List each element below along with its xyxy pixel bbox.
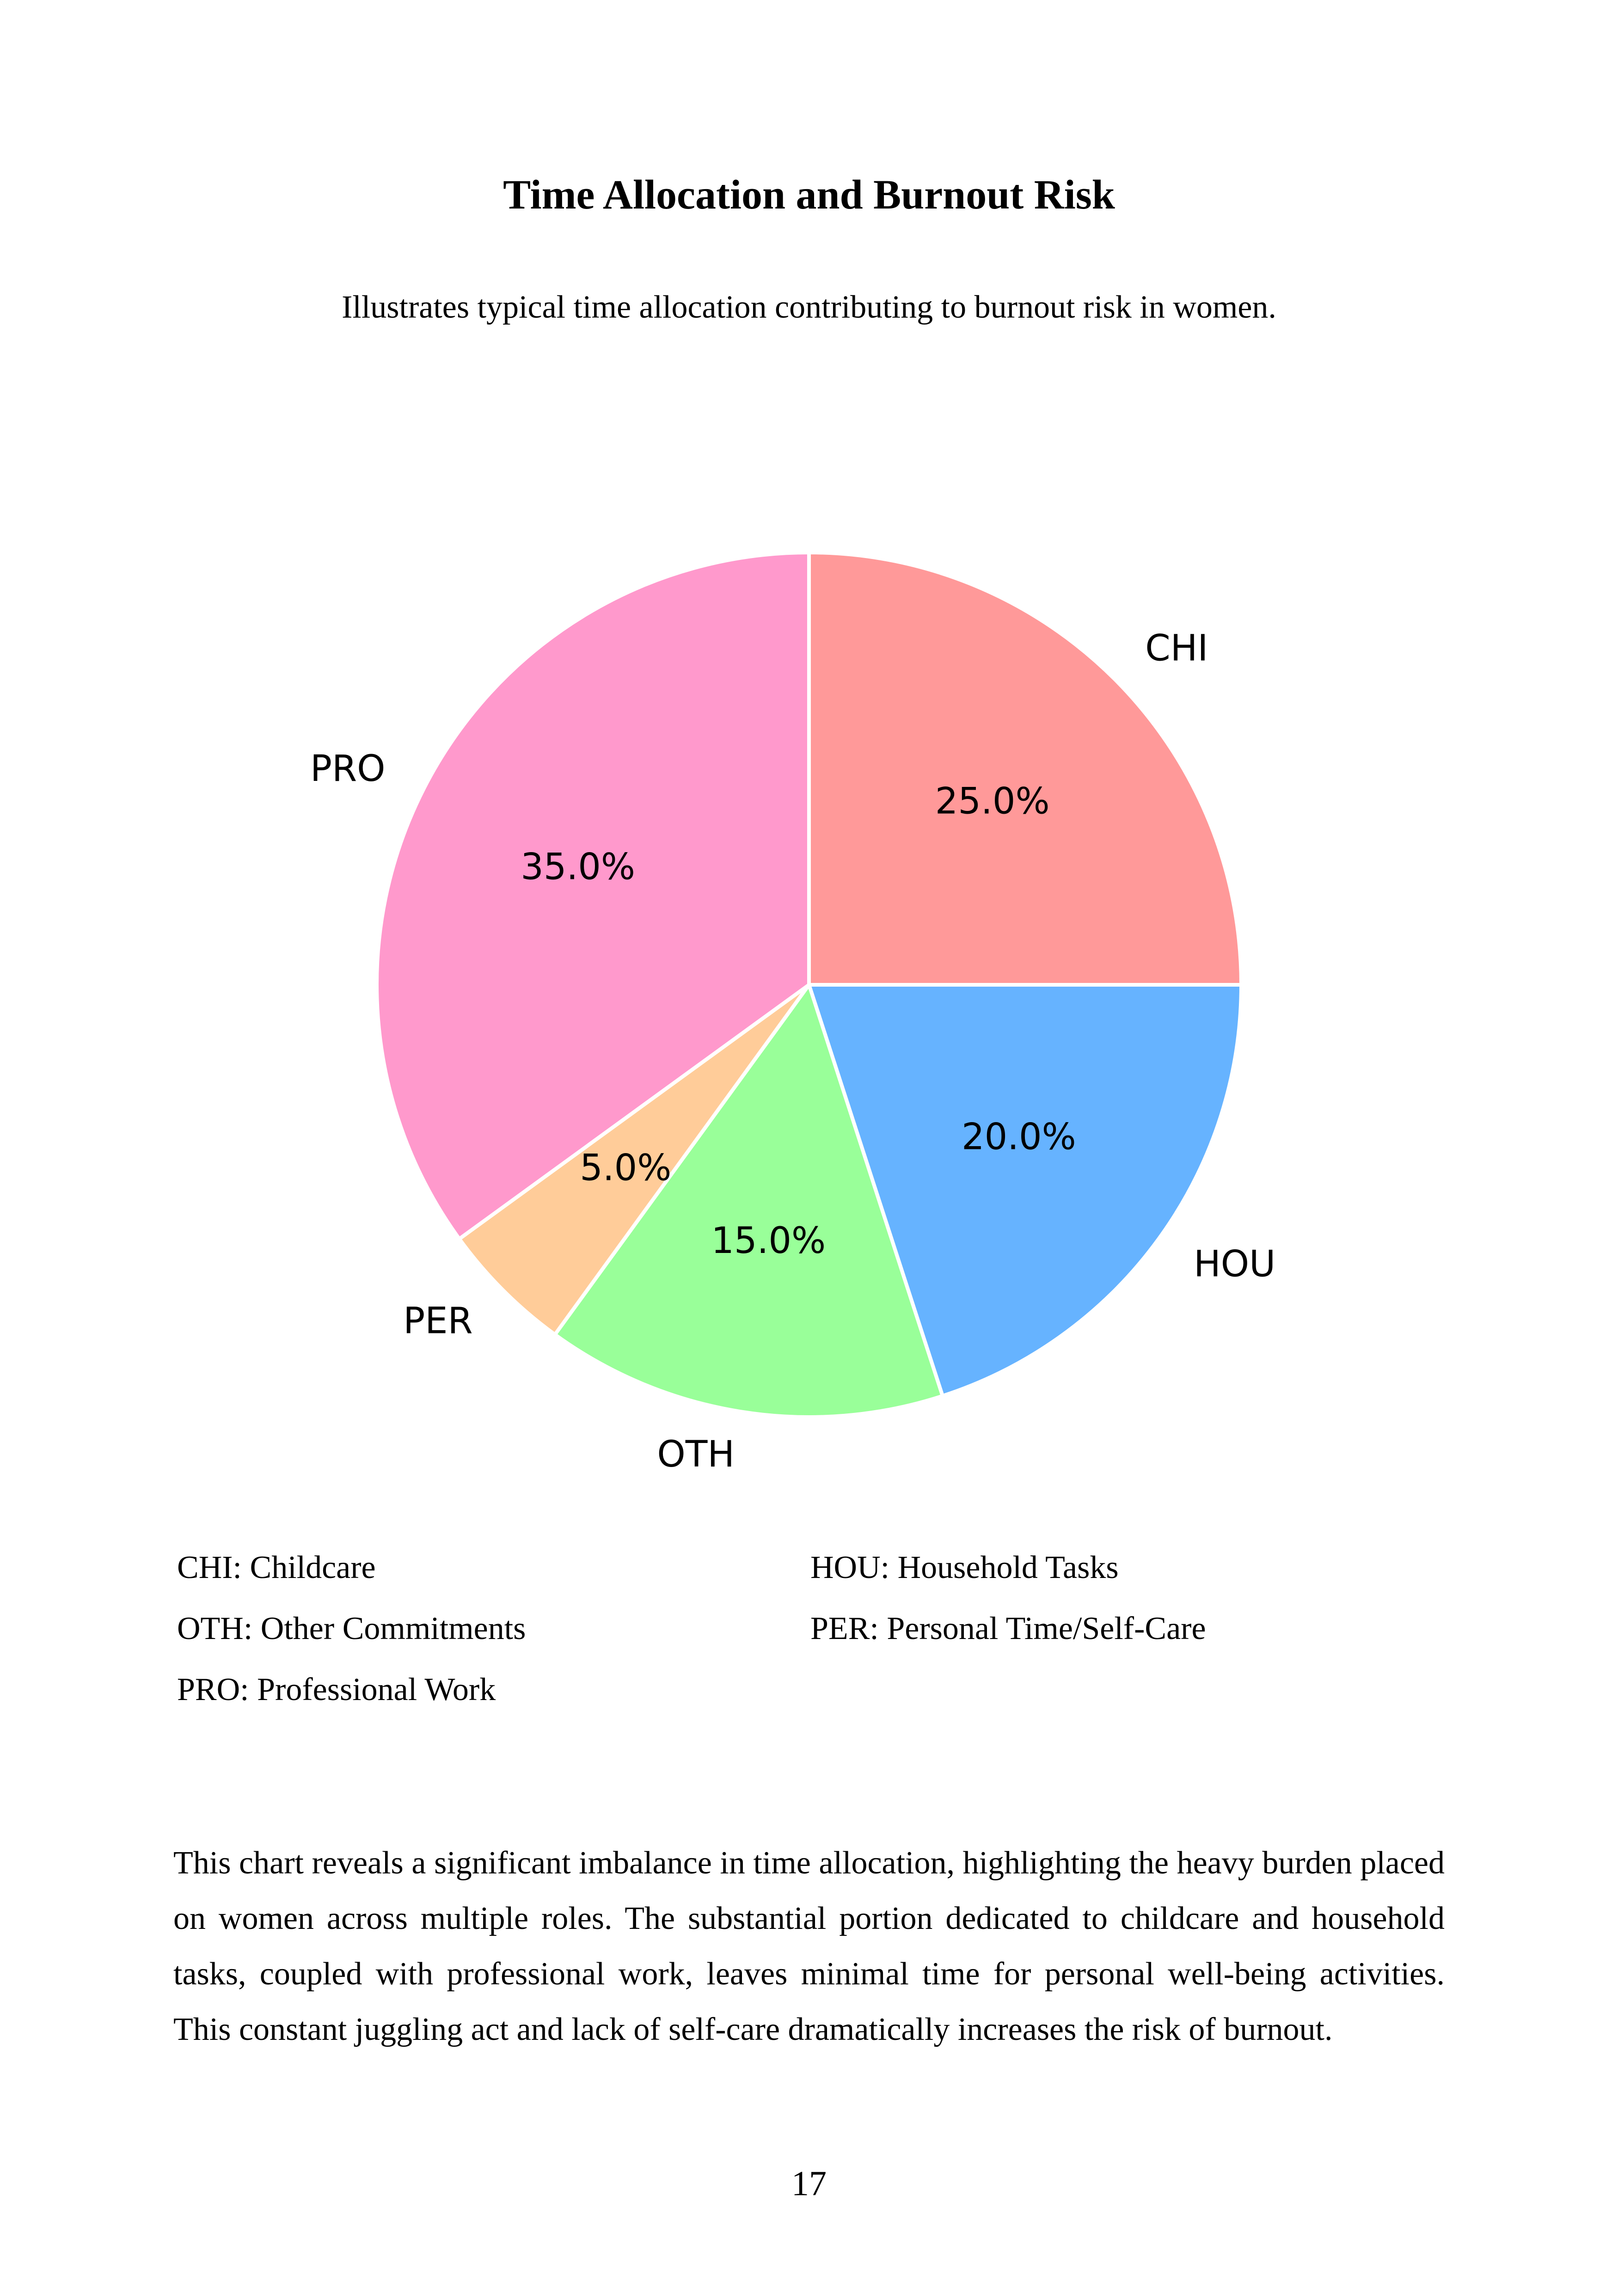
pie-chart (0, 509, 1618, 1526)
slice-label-per: PER (403, 1300, 473, 1342)
chart-title: Time Allocation and Burnout Risk (503, 172, 1115, 218)
legend-item-chi: CHI: Childcare (177, 1550, 376, 1585)
slice-label-pro: PRO (310, 748, 386, 790)
legend-item-per: PER: Personal Time/Self-Care (810, 1611, 1206, 1646)
body-paragraph: This chart reveals a significant imbalance in time allocation, highlighting the heavy burden placed on women across multiple roles. The substantial portion dedicated to childcare and household tasks, coupled with professional work, leaves minimal time for personal well-being activities. This constant juggling act and lack of self-care dramatically increases the risk of burnout. (173, 1845, 1445, 2047)
pct-label-per: 5.0% (580, 1147, 672, 1189)
legend-item-pro: PRO: Professional Work (177, 1672, 496, 1707)
pct-label-oth: 15.0% (711, 1220, 826, 1262)
pct-label-hou: 20.0% (961, 1116, 1076, 1158)
slice-label-hou: HOU (1194, 1243, 1276, 1285)
legend-item-hou: HOU: Household Tasks (810, 1550, 1119, 1585)
pie-slices (377, 553, 1241, 1417)
slice-label-oth: OTH (657, 1433, 735, 1475)
pie-slice-chi (809, 553, 1241, 985)
chart-subtitle: Illustrates typical time allocation contributing to burnout risk in women. (342, 289, 1276, 325)
legend-item-oth: OTH: Other Commitments (177, 1611, 526, 1646)
pct-label-chi: 25.0% (935, 780, 1050, 823)
pct-label-pro: 35.0% (521, 846, 636, 888)
legend (177, 1547, 1471, 1711)
slice-label-chi: CHI (1145, 627, 1208, 669)
page-number: 17 (791, 2164, 827, 2203)
